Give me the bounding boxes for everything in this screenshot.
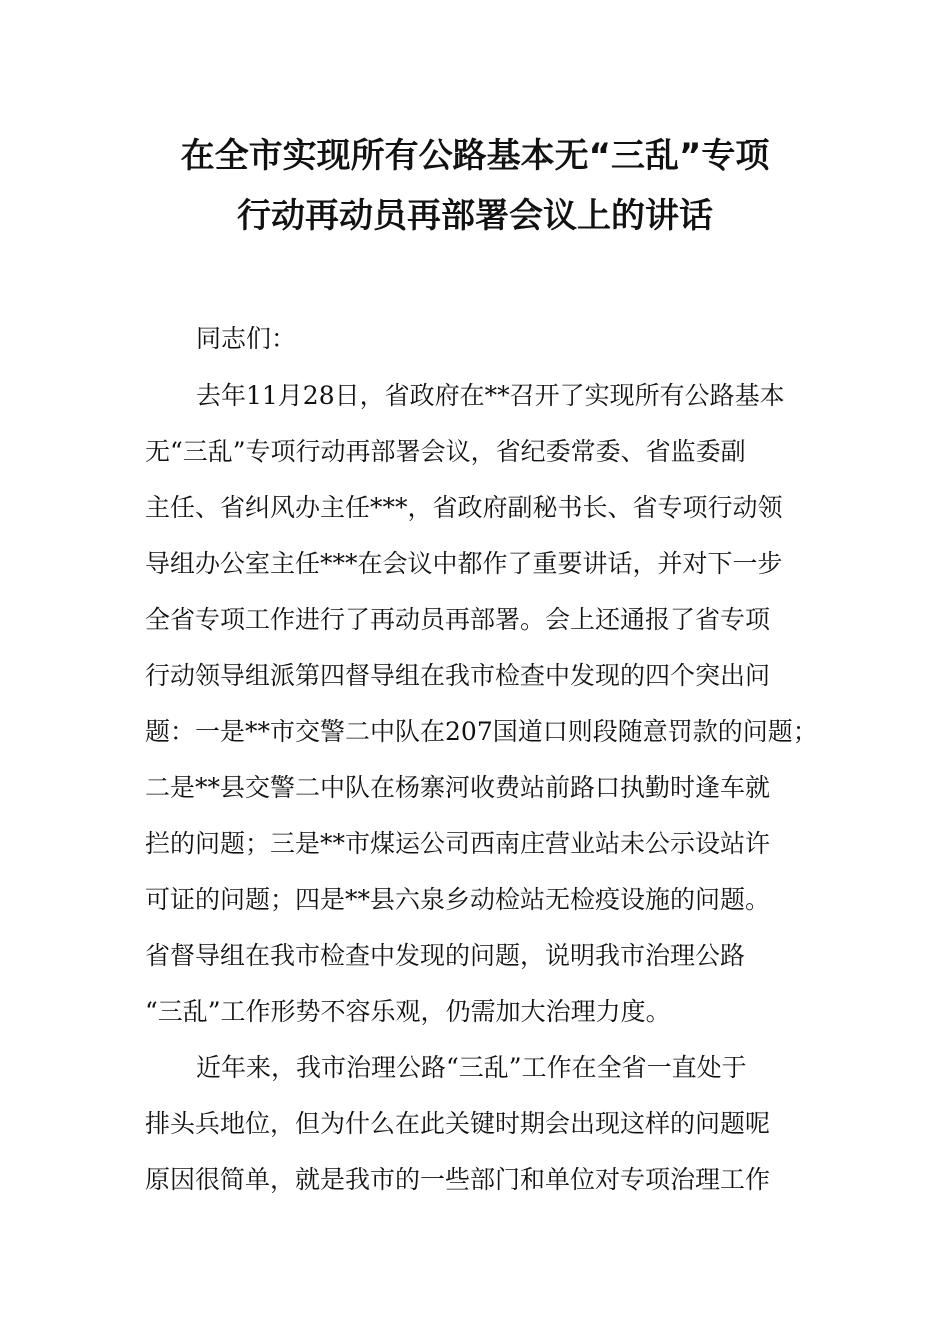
paragraph-line: 二是**县交警二中队在杨寨河收费站前路口执勤时逢车就 xyxy=(145,773,771,802)
paragraph-line: 无“三乱”专项行动再部署会议，省纪委常委、省监委副 xyxy=(145,437,746,466)
paragraph-line: 原因很简单，就是我市的一些部门和单位对专项治理工作 xyxy=(145,1165,771,1194)
document-title-line-1: 在全市实现所有公路基本无“三乱”专项 xyxy=(180,136,770,176)
paragraph-line: 全省专项工作进行了再动员再部署。会上还通报了省专项 xyxy=(145,605,771,634)
paragraph-line: 近年来，我市治理公路“三乱”工作在全省一直处于 xyxy=(196,1053,747,1082)
paragraph-line: 省督导组在我市检查中发现的问题，说明我市治理公路 xyxy=(145,941,746,970)
paragraph-line: “三乱”工作形势不容乐观，仍需加大治理力度。 xyxy=(145,997,671,1026)
paragraph-line: 行动领导组派第四督导组在我市检查中发现的四个突出问 xyxy=(145,661,771,690)
paragraph-line: 导组办公室主任***在会议中都作了重要讲话，并对下一步 xyxy=(145,549,783,578)
paragraph-line: 可证的问题；四是**县六泉乡动检站无检疫设施的问题。 xyxy=(145,885,771,914)
paragraph-line: 排头兵地位，但为什么在此关键时期会出现这样的问题呢 xyxy=(145,1109,771,1138)
paragraph-line: 题：一是**市交警二中队在207国道口则段随意罚款的问题； xyxy=(145,717,818,746)
paragraph-line: 主任、省纠风办主任***，省政府副秘书长、省专项行动领 xyxy=(145,493,783,522)
document-title-line-2: 行动再动员再部署会议上的讲话 xyxy=(237,196,713,236)
paragraph-line: 拦的问题；三是**市煤运公司西南庄营业站未公示设站许 xyxy=(145,829,771,858)
paragraph-line: 去年11月28日，省政府在**召开了实现所有公路基本 xyxy=(196,381,785,410)
greeting: 同志们： xyxy=(196,324,297,353)
